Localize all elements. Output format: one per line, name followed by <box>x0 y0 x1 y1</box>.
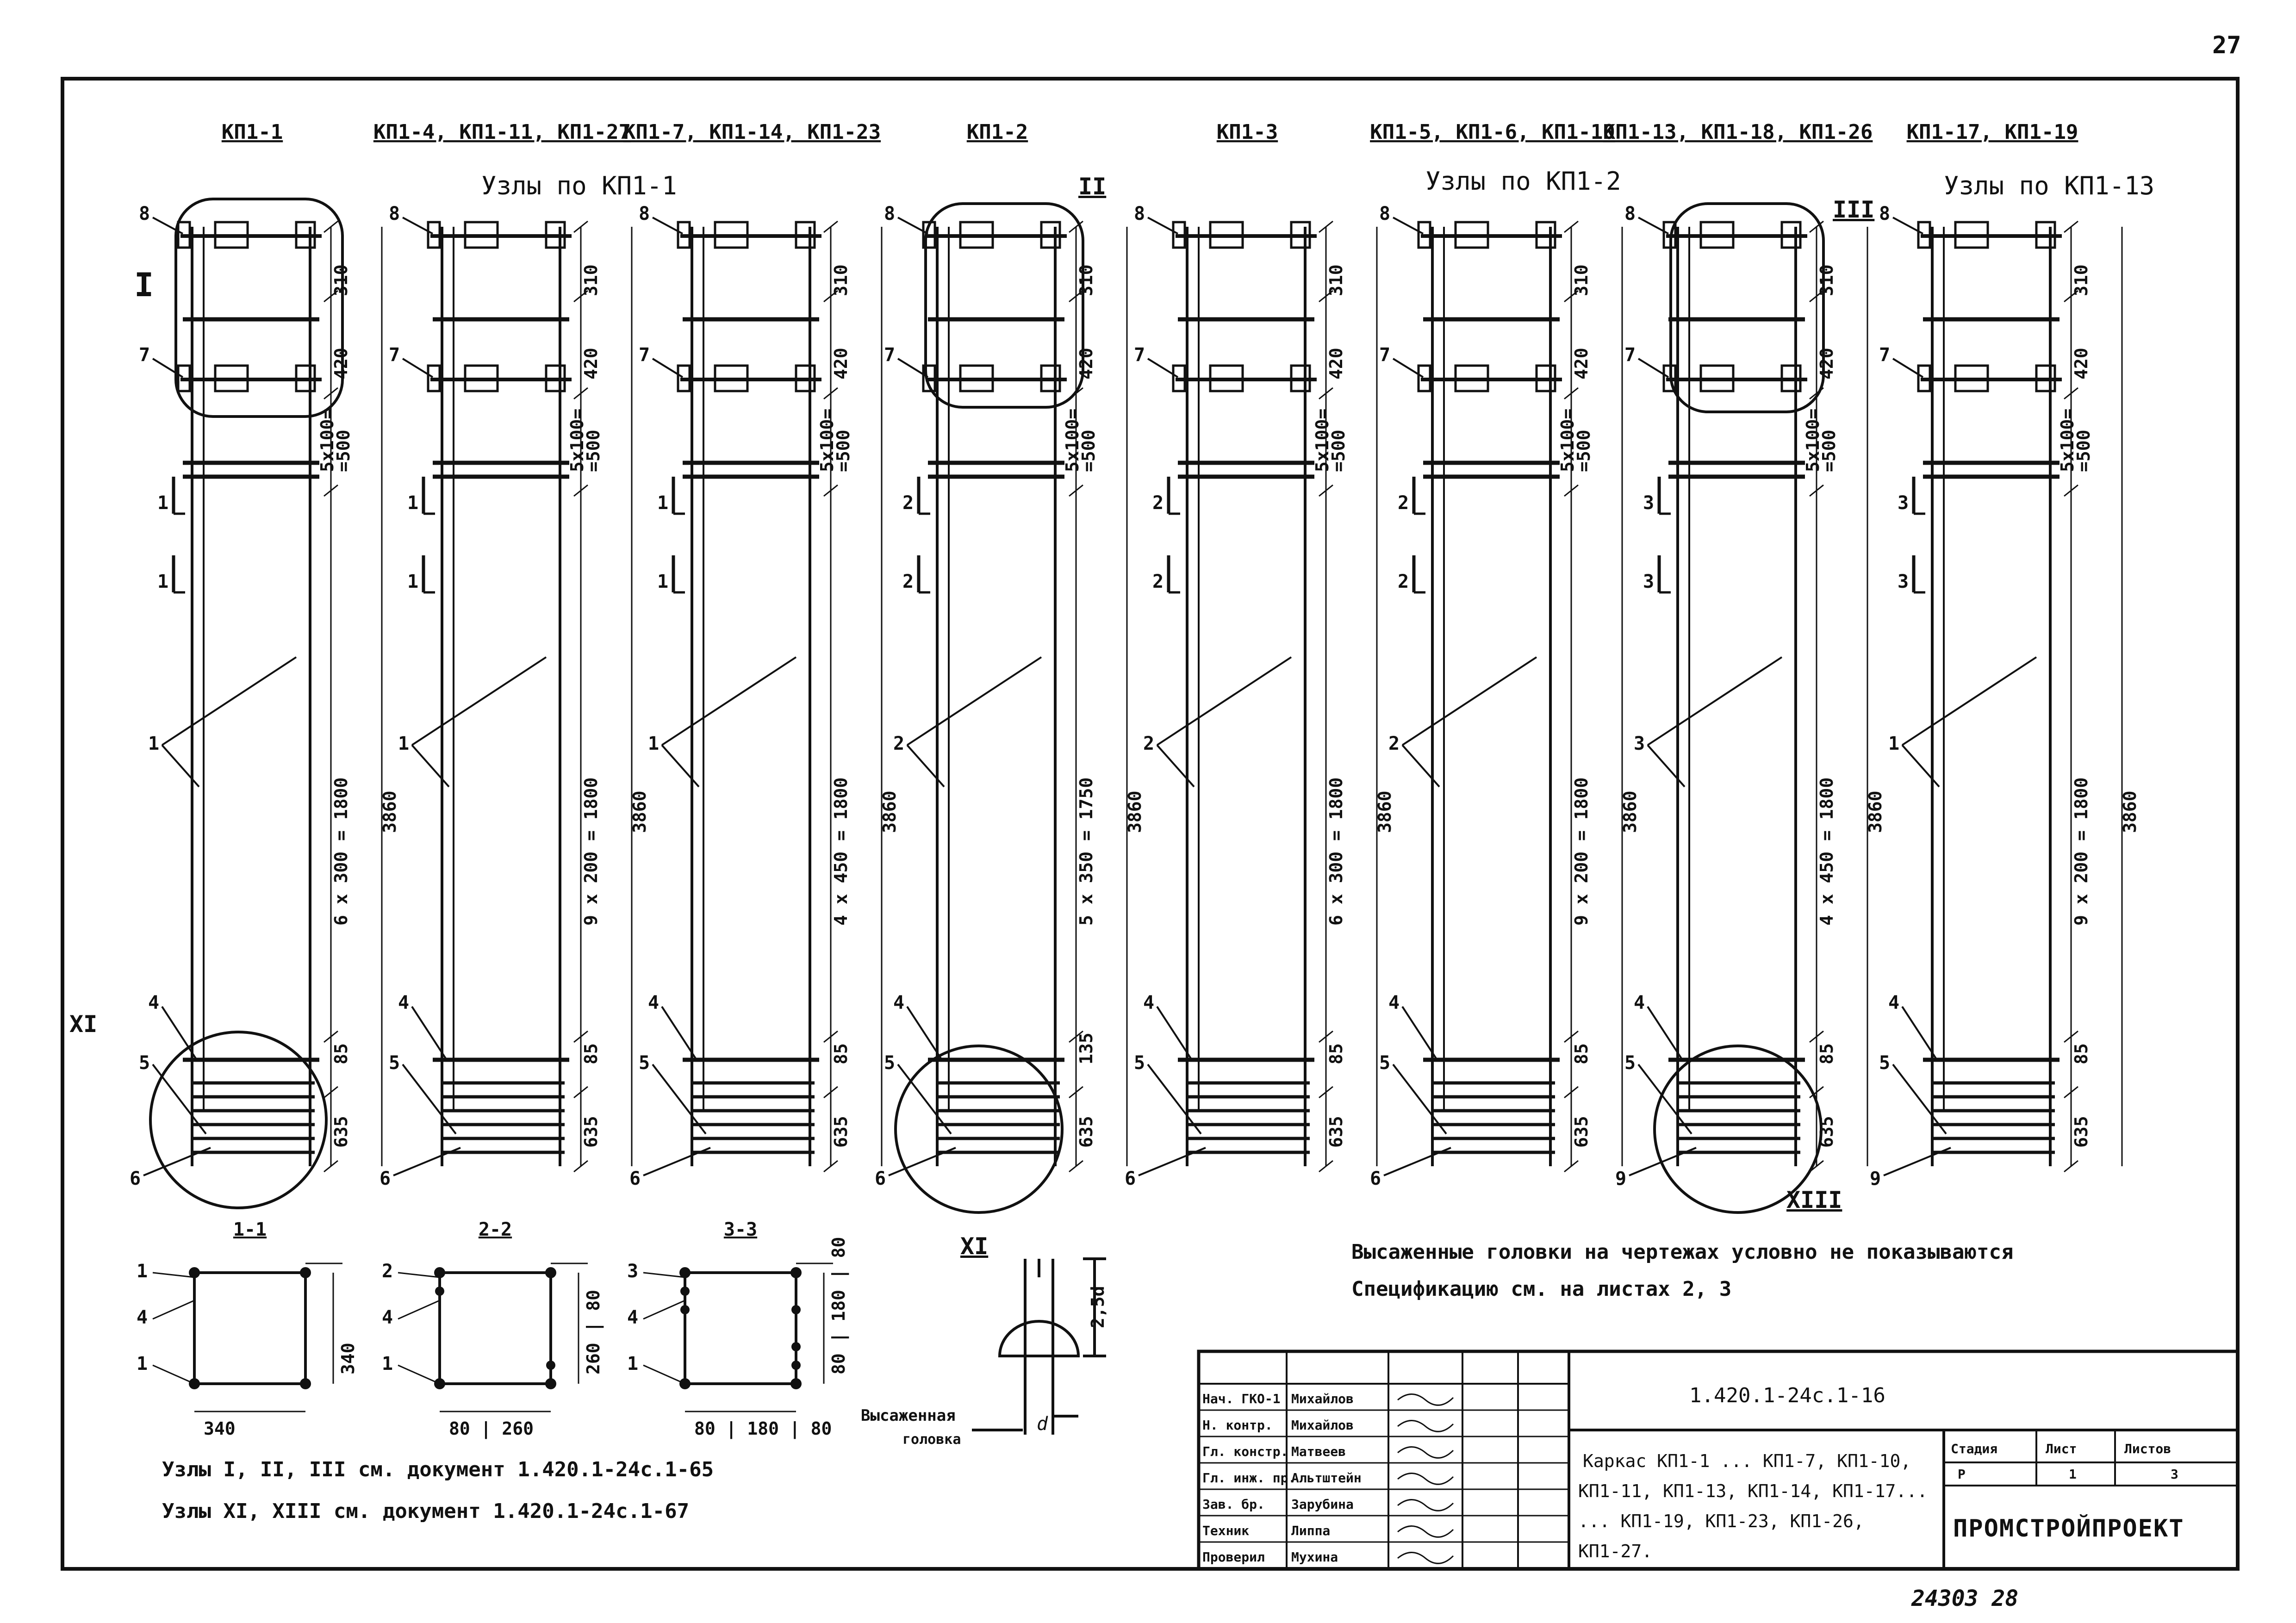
callout-main: 1 <box>398 733 410 754</box>
callout-main: 2 <box>1143 733 1155 754</box>
callout-5: 5 <box>884 1052 896 1074</box>
callout-8: 8 <box>639 203 650 224</box>
dim-310: 310 <box>1817 264 1837 296</box>
callout-6: 6 <box>1125 1168 1136 1189</box>
head-label-b: головка <box>902 1431 961 1448</box>
node-I-outline <box>176 199 342 417</box>
tb-sheet-label: Лист <box>2046 1441 2077 1456</box>
dim-500a: 5x100= <box>1557 408 1578 472</box>
column-1 <box>130 120 400 1189</box>
column-title-8: КП1-17, КП1-19 <box>1906 120 2078 144</box>
callout-6: 9 <box>1615 1168 1627 1189</box>
bottom-number: 24303 28 <box>1911 1586 2019 1611</box>
section-mark: 3 <box>1898 492 1909 514</box>
node-mark-I: I <box>134 266 154 304</box>
column-8 <box>1870 120 2140 1189</box>
dim-500a: 5x100= <box>817 408 837 472</box>
head-dim: 2,5d <box>1088 1286 1108 1328</box>
section-label-top: 2 <box>382 1261 393 1282</box>
tb-role-7: Проверил <box>1202 1549 1265 1565</box>
section-mark: 1 <box>407 571 419 592</box>
dim-spacing: 6 x 300 = 1800 <box>331 777 351 926</box>
tb-desc-1: Каркас КП1-1 ... КП1-7, КП1-10, <box>1583 1451 1911 1471</box>
column-title-4: КП1-2 <box>966 120 1028 144</box>
dim-85: 85 <box>1817 1043 1837 1064</box>
section-2 <box>382 1219 604 1439</box>
dim-3860: 3860 <box>1375 790 1395 833</box>
dim-635: 635 <box>581 1116 601 1148</box>
section-label-top: 1 <box>137 1261 148 1282</box>
dim-500b: =500 <box>583 429 604 472</box>
callout-5: 5 <box>1379 1052 1391 1074</box>
callout-8: 8 <box>139 203 150 224</box>
section-height: 260 | 80 <box>583 1289 604 1374</box>
callout-7: 7 <box>1879 344 1891 366</box>
callout-7: 7 <box>139 344 150 366</box>
dim-420: 420 <box>1076 348 1096 379</box>
dim-420: 420 <box>331 348 351 379</box>
dim-500b: =500 <box>1078 429 1099 472</box>
dim-310: 310 <box>1571 264 1592 296</box>
head-label-a: Высаженная <box>861 1406 956 1425</box>
dim-85: 135 <box>1076 1032 1096 1064</box>
dim-635: 635 <box>1076 1116 1096 1148</box>
callout-4: 4 <box>1143 992 1155 1014</box>
column-2 <box>373 120 650 1189</box>
callout-5: 5 <box>389 1052 400 1074</box>
callout-7: 7 <box>389 344 400 366</box>
section-mark: 2 <box>1152 492 1164 514</box>
tb-desc-4: КП1-27. <box>1578 1541 1653 1561</box>
cross-sections <box>137 1219 849 1439</box>
dim-420: 420 <box>831 348 851 379</box>
dim-3860: 3860 <box>629 790 650 833</box>
section-mark: 2 <box>1398 571 1409 592</box>
column-5 <box>1125 120 1395 1189</box>
dim-spacing: 6 x 300 = 1800 <box>1326 777 1346 926</box>
tb-org: ПРОМСТРОЙПРОЕКТ <box>1953 1515 2184 1542</box>
section-title-2: 2-2 <box>478 1219 512 1240</box>
callout-5: 5 <box>1134 1052 1145 1074</box>
tb-name-3: Матвеев <box>1291 1444 1346 1459</box>
dim-85: 85 <box>831 1043 851 1064</box>
column-title-5: КП1-3 <box>1216 120 1278 144</box>
callout-6: 6 <box>130 1168 141 1189</box>
callout-main: 1 <box>148 733 160 754</box>
dim-85: 85 <box>581 1043 601 1064</box>
nodes-header-2: Узлы по КП1-2 <box>1425 167 1621 196</box>
tb-name-5: Зарубина <box>1291 1497 1354 1512</box>
tb-role-3: Гл. констр. <box>1202 1444 1288 1459</box>
callout-7: 7 <box>1134 344 1145 366</box>
tb-name-4: Альтштейн <box>1291 1470 1362 1486</box>
section-title-1: 1-1 <box>233 1219 267 1240</box>
dim-spacing: 4 x 450 = 1800 <box>831 777 851 926</box>
section-mark: 3 <box>1643 571 1655 592</box>
dim-420: 420 <box>581 348 601 379</box>
dim-85: 85 <box>1326 1043 1346 1064</box>
node-XI-circle-2 <box>896 1046 1062 1213</box>
dim-310: 310 <box>331 264 351 296</box>
section-height: 340 <box>338 1343 358 1374</box>
section-label-mid: 4 <box>137 1307 148 1328</box>
dim-500b: =500 <box>1574 429 1594 472</box>
callout-4: 4 <box>893 992 905 1014</box>
callout-4: 4 <box>398 992 410 1014</box>
callout-7: 7 <box>1624 344 1636 366</box>
section-title-3: 3-3 <box>723 1219 758 1240</box>
dim-310: 310 <box>2071 264 2091 296</box>
callout-main: 3 <box>1634 733 1645 754</box>
dim-500b: =500 <box>1328 429 1349 472</box>
section-mark: 2 <box>902 492 914 514</box>
dim-635: 635 <box>2071 1116 2091 1148</box>
dim-spacing: 4 x 450 = 1800 <box>1817 777 1837 926</box>
callout-7: 7 <box>1379 344 1391 366</box>
callout-8: 8 <box>1379 203 1391 224</box>
callout-7: 7 <box>884 344 896 366</box>
section-mark: 1 <box>407 492 419 514</box>
column-6 <box>1370 120 1640 1189</box>
dim-310: 310 <box>1326 264 1346 296</box>
column-title-3: КП1-7, КП1-14, КП1-23 <box>623 120 881 144</box>
section-mark: 3 <box>1898 571 1909 592</box>
dim-310: 310 <box>831 264 851 296</box>
callout-8: 8 <box>884 203 896 224</box>
column-title-7: КП1-13, КП1-18, КП1-26 <box>1603 120 1873 144</box>
callout-main: 1 <box>648 733 660 754</box>
dim-500a: 5x100= <box>1312 408 1332 472</box>
dim-635: 635 <box>1817 1116 1837 1148</box>
note-1: Высаженные головки на чертежах условно не показываются <box>1351 1240 2014 1264</box>
dim-3860: 3860 <box>1865 790 1885 833</box>
callout-7: 7 <box>639 344 650 366</box>
column-title-1: КП1-1 <box>221 120 283 144</box>
dim-spacing: 5 x 350 = 1750 <box>1076 777 1096 926</box>
callout-5: 5 <box>1624 1052 1636 1074</box>
section-1 <box>137 1219 358 1439</box>
column-3 <box>623 120 900 1189</box>
callout-6: 6 <box>380 1168 391 1189</box>
ref-2: Узлы XI, XIII см. документ 1.420.1-24с.1-67 <box>162 1499 690 1523</box>
dim-420: 420 <box>1326 348 1346 379</box>
tb-name-1: Михайлов <box>1291 1391 1354 1406</box>
dim-500b: =500 <box>833 429 853 472</box>
dim-3860: 3860 <box>1125 790 1145 833</box>
dim-85: 85 <box>2071 1043 2091 1064</box>
tb-name-2: Михайлов <box>1291 1418 1354 1433</box>
dim-spacing: 9 x 200 = 1800 <box>581 777 601 926</box>
dim-85: 85 <box>1571 1043 1592 1064</box>
column-7 <box>1603 120 1885 1189</box>
tb-role-4: Гл. инж. пр. <box>1202 1470 1296 1486</box>
callout-6: 9 <box>1870 1168 1881 1189</box>
callout-6: 6 <box>629 1168 641 1189</box>
callout-main: 2 <box>1388 733 1400 754</box>
column-4 <box>875 120 1145 1189</box>
callout-5: 5 <box>639 1052 650 1074</box>
tb-role-5: Зав. бр. <box>1202 1497 1265 1512</box>
dim-500a: 5x100= <box>1803 408 1823 472</box>
dim-635: 635 <box>831 1116 851 1148</box>
node-mark-XI-1: XI <box>69 1011 98 1038</box>
section-label-bot: 1 <box>382 1353 393 1374</box>
node-mark-II: II <box>1078 173 1107 200</box>
dim-635: 635 <box>1326 1116 1346 1148</box>
dim-3860: 3860 <box>380 790 400 833</box>
section-label-mid: 4 <box>382 1307 393 1328</box>
dim-420: 420 <box>1817 348 1837 379</box>
dim-3860: 3860 <box>879 790 900 833</box>
dim-420: 420 <box>2071 348 2091 379</box>
tb-role-2: Н. контр. <box>1202 1418 1273 1433</box>
dim-spacing: 9 x 200 = 1800 <box>2071 777 2091 926</box>
section-mark: 1 <box>657 492 669 514</box>
section-width: 80 | 180 | 80 <box>694 1418 832 1439</box>
tb-stage: Р <box>1958 1467 1966 1482</box>
callout-8: 8 <box>1624 203 1636 224</box>
tb-name-6: Липпа <box>1291 1523 1331 1538</box>
dim-500a: 5x100= <box>1062 408 1083 472</box>
section-3 <box>627 1219 849 1439</box>
section-mark: 1 <box>657 571 669 592</box>
head-mark: d <box>1037 1413 1048 1435</box>
callout-8: 8 <box>1134 203 1145 224</box>
dim-500a: 5x100= <box>567 408 587 472</box>
node-mark-XI-2: XI <box>960 1233 989 1260</box>
callout-main: 1 <box>1888 733 1900 754</box>
callout-5: 5 <box>1879 1052 1891 1074</box>
section-label-mid: 4 <box>627 1307 639 1328</box>
dim-500b: =500 <box>1819 429 1839 472</box>
column-title-2: КП1-4, КП1-11, КП1-27 <box>373 120 631 144</box>
dim-500b: =500 <box>333 429 354 472</box>
upset-head-detail <box>972 1259 1106 1435</box>
callout-4: 4 <box>148 992 160 1014</box>
callout-5: 5 <box>139 1052 150 1074</box>
callout-6: 6 <box>875 1168 886 1189</box>
tb-code: 1.420.1-24с.1-16 <box>1689 1384 1885 1407</box>
dim-420: 420 <box>1571 348 1592 379</box>
tb-role-6: Техник <box>1202 1523 1250 1538</box>
callout-4: 4 <box>1634 992 1645 1014</box>
section-mark: 1 <box>157 492 169 514</box>
node-mark-XIII: XIII <box>1786 1187 1842 1213</box>
section-mark: 2 <box>1152 571 1164 592</box>
ref-1: Узлы I, II, III см. документ 1.420.1-24с.1-65 <box>162 1458 714 1481</box>
section-label-top: 3 <box>627 1261 639 1282</box>
tb-role-1: Нач. ГКО-1 <box>1202 1391 1281 1406</box>
callout-4: 4 <box>648 992 660 1014</box>
dim-635: 635 <box>1571 1116 1592 1148</box>
tb-sheets-label: Листов <box>2124 1441 2172 1456</box>
nodes-header-1: Узлы по КП1-1 <box>481 171 677 200</box>
nodes-header-3: Узлы по КП1-13 <box>1944 171 2155 200</box>
dim-3860: 3860 <box>2120 790 2140 833</box>
dim-3860: 3860 <box>1620 790 1640 833</box>
dim-500a: 5x100= <box>2057 408 2078 472</box>
note-2: Спецификацию см. на листах 2, 3 <box>1351 1277 1732 1301</box>
section-mark: 3 <box>1643 492 1655 514</box>
tb-sheets: 3 <box>2171 1467 2178 1482</box>
page-number: 27 <box>2212 31 2241 59</box>
callout-main: 2 <box>893 733 905 754</box>
section-width: 340 <box>204 1418 236 1439</box>
column-title-6: КП1-5, КП1-6, КП1-10 <box>1370 120 1615 144</box>
tb-desc-2: КП1-11, КП1-13, КП1-14, КП1-17... <box>1578 1481 1928 1501</box>
dim-spacing: 9 x 200 = 1800 <box>1571 777 1592 926</box>
section-mark: 1 <box>157 571 169 592</box>
tb-sheet: 1 <box>2069 1467 2077 1482</box>
dim-635: 635 <box>331 1116 351 1148</box>
callout-6: 6 <box>1370 1168 1381 1189</box>
callout-8: 8 <box>389 203 400 224</box>
callout-4: 4 <box>1888 992 1900 1014</box>
tb-name-7: Мухина <box>1291 1549 1338 1565</box>
section-label-bot: 1 <box>137 1353 148 1374</box>
dim-85: 85 <box>331 1043 351 1064</box>
dim-310: 310 <box>1076 264 1096 296</box>
dim-500a: 5x100= <box>317 408 337 472</box>
callout-4: 4 <box>1388 992 1400 1014</box>
tb-stage-label: Стадия <box>1951 1441 1998 1456</box>
node-mark-III: III <box>1833 196 1875 223</box>
tb-desc-3: ... КП1-19, КП1-23, КП1-26, <box>1578 1511 1864 1531</box>
section-width: 80 | 260 <box>449 1418 534 1439</box>
dim-310: 310 <box>581 264 601 296</box>
section-height: 80 | 180 | 80 <box>828 1237 849 1374</box>
callout-8: 8 <box>1879 203 1891 224</box>
section-mark: 2 <box>902 571 914 592</box>
section-label-bot: 1 <box>627 1353 639 1374</box>
section-mark: 2 <box>1398 492 1409 514</box>
reinforcement-columns <box>130 120 2140 1189</box>
dim-500b: =500 <box>2073 429 2094 472</box>
